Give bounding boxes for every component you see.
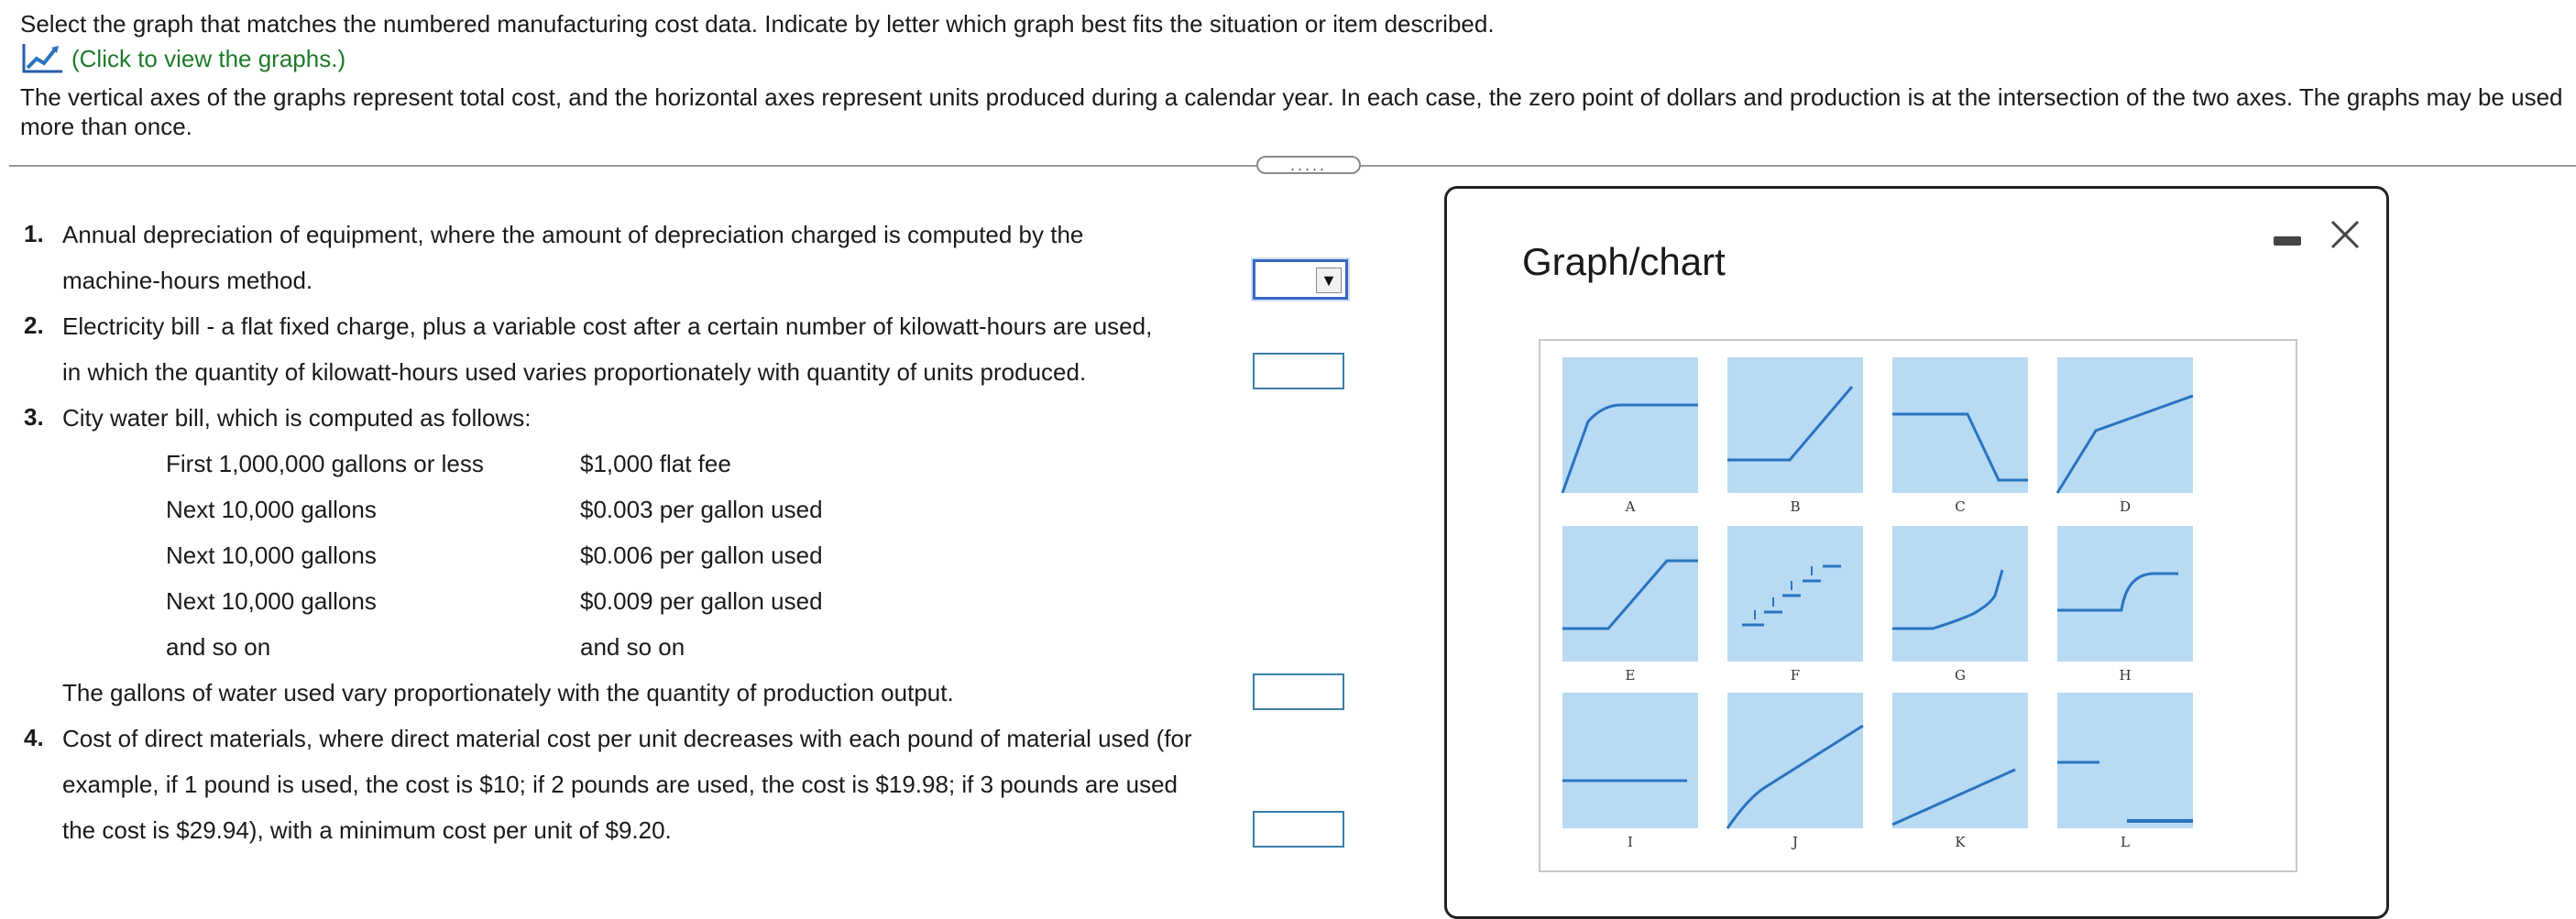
- water-tier-label: Next 10,000 gallons: [166, 587, 377, 615]
- water-tier-rate: $1,000 flat fee: [580, 450, 731, 477]
- graph-label: L: [2121, 834, 2130, 850]
- minimize-button[interactable]: [2274, 236, 2301, 246]
- view-graphs-link-label[interactable]: (Click to view the graphs.): [71, 44, 346, 72]
- question-2-text-cont: in which the quantity of kilowatt-hours used varies proportionately with quantity of units produced.: [62, 358, 1087, 386]
- graph-l: [2057, 693, 2193, 828]
- question-2-number: 2.: [24, 312, 44, 339]
- graph-chart-panel: [1444, 186, 2389, 919]
- graph-label: E: [1625, 667, 1636, 684]
- graph-e: [1562, 526, 1698, 662]
- water-tier-rate: $0.003 per gallon used: [580, 496, 823, 523]
- question-3-text-cont: The gallons of water used vary proportionately with the quantity of production output.: [62, 679, 954, 706]
- close-icon[interactable]: [2327, 216, 2363, 253]
- graph-label: D: [2119, 498, 2132, 515]
- question-1-number: 1.: [24, 220, 44, 247]
- panel-title: Graph/chart: [1522, 240, 1726, 283]
- question-1-text-cont: machine-hours method.: [62, 267, 313, 294]
- dropdown-arrow-icon[interactable]: ▼: [1316, 268, 1342, 293]
- line-chart-icon: [20, 42, 64, 75]
- question-4-text: Cost of direct materials, where direct material cost per unit decreases with each pound of material used (for: [62, 725, 1192, 752]
- water-tier-label: and so on: [166, 633, 271, 661]
- graph-d: [2057, 357, 2193, 493]
- graph-label: H: [2119, 667, 2132, 684]
- water-tier-rate: $0.009 per gallon used: [580, 587, 823, 615]
- graph-h: [2057, 526, 2193, 662]
- graph-label: C: [1955, 498, 1966, 515]
- instruction-axes-text: The vertical axes of the graphs represent total cost, and the horizontal axes represent units produced during a calendar year. In each case, the zero point of dollars and production is at the intersection of the two axes. The graphs may be used more than once.: [20, 83, 2563, 140]
- graph-g: [1892, 526, 2028, 662]
- water-tier-label: Next 10,000 gallons: [166, 496, 377, 523]
- graph-k: [1892, 693, 2028, 828]
- instruction-text: Select the graph that matches the numbered manufacturing cost data. Indicate by letter which graph best fits the situation or item described.: [20, 10, 1495, 38]
- graph-b: [1727, 357, 1863, 493]
- view-graphs-link[interactable]: [20, 42, 345, 75]
- divider-drag-handle[interactable]: .....: [1256, 156, 1361, 174]
- question-4-text-cont: example, if 1 pound is used, the cost is $10; if 2 pounds are used, the cost is $19.98; if 3 pounds are used: [62, 771, 1178, 798]
- question-4-answer-input[interactable]: [1253, 811, 1344, 848]
- question-1-text: Annual depreciation of equipment, where the amount of depreciation charged is computed by the: [62, 221, 1084, 248]
- question-3-text: City water bill, which is computed as follows:: [62, 404, 532, 432]
- graph-label: J: [1792, 834, 1798, 850]
- water-tier-label: First 1,000,000 gallons or less: [166, 450, 484, 477]
- graph-label: A: [1625, 498, 1636, 515]
- graph-c: [1892, 357, 2028, 493]
- graph-label: I: [1628, 834, 1633, 850]
- water-tier-rate: $0.006 per gallon used: [580, 542, 823, 569]
- question-1-answer-select[interactable]: [1253, 259, 1348, 300]
- graph-a: [1562, 357, 1698, 493]
- question-2-text: Electricity bill - a flat fixed charge, plus a variable cost after a certain number of kilowatt-hours are used,: [62, 312, 1153, 340]
- question-4-text-cont: the cost is $29.94), with a minimum cost per unit of $9.20.: [62, 816, 672, 844]
- graph-label: B: [1790, 498, 1801, 515]
- water-tier-label: Next 10,000 gallons: [166, 542, 377, 569]
- graph-label: K: [1955, 834, 1966, 850]
- graph-grid: [1539, 339, 2297, 872]
- graph-f: [1727, 526, 1863, 662]
- question-3-number: 3.: [24, 403, 44, 431]
- graph-label: G: [1955, 667, 1966, 684]
- question-2-answer-input[interactable]: [1253, 353, 1344, 389]
- graph-j: [1727, 693, 1863, 828]
- question-4-number: 4.: [24, 724, 44, 751]
- graph-i: [1562, 693, 1698, 828]
- graph-label: F: [1790, 667, 1801, 684]
- question-3-answer-input[interactable]: [1253, 673, 1344, 710]
- water-tier-rate: and so on: [580, 633, 685, 661]
